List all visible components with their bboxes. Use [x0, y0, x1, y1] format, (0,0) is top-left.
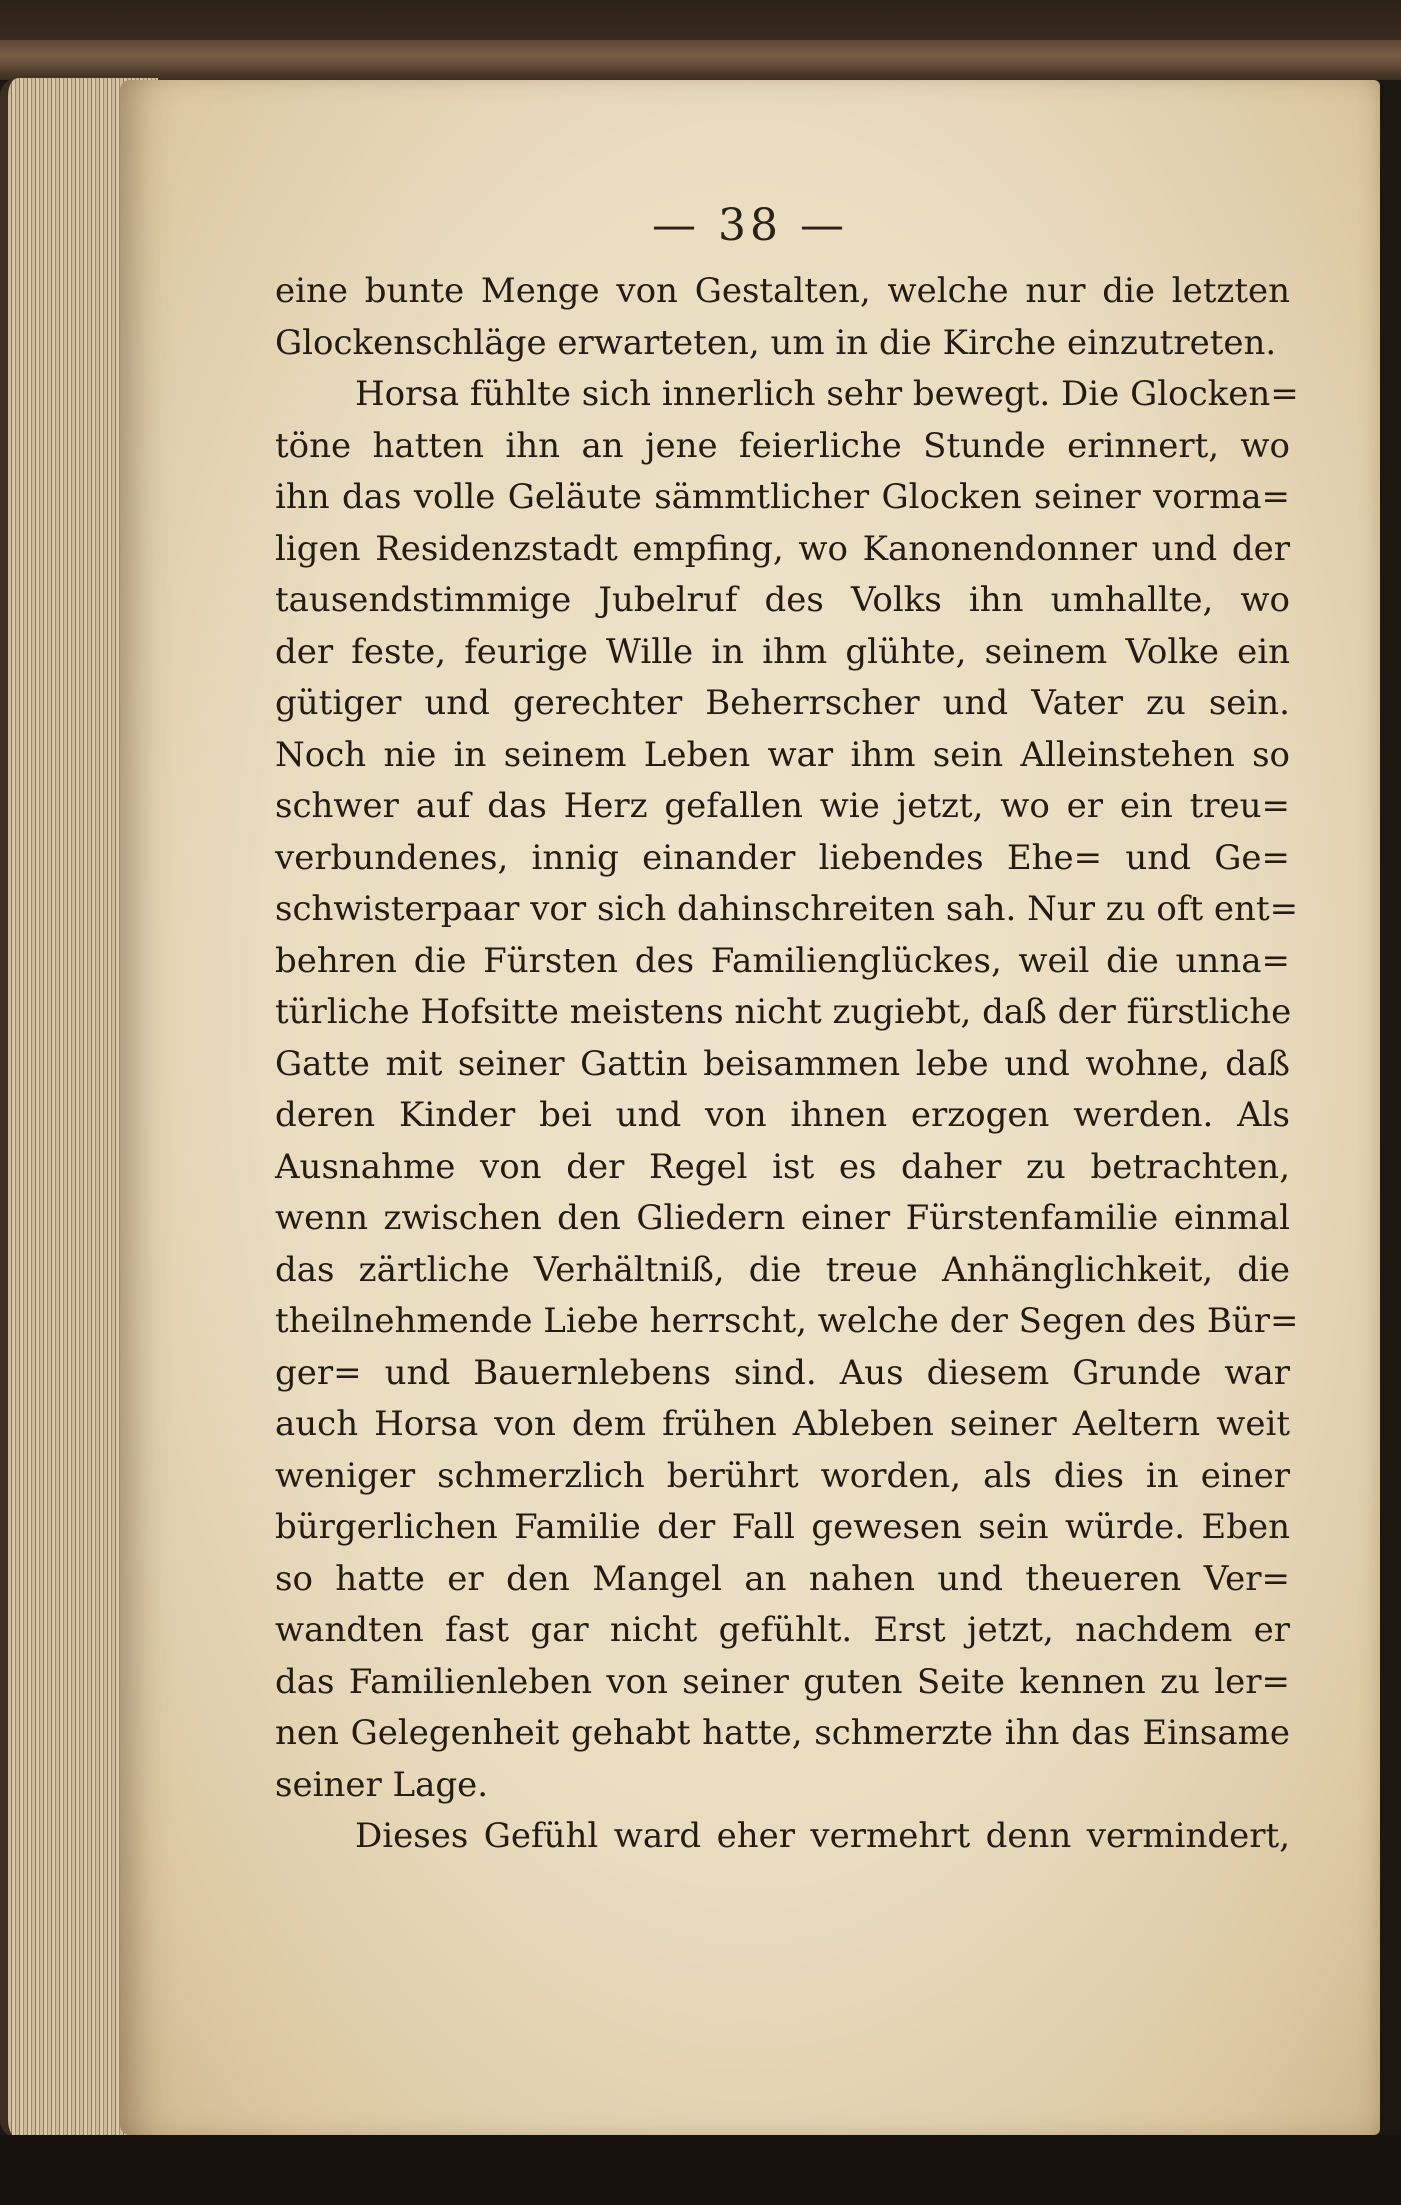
text-line: weniger schmerzlich berührt worden, als dies in einer	[275, 1455, 1290, 1496]
text-line: eine bunte Menge von Gestalten, welche nur die letzten	[275, 271, 1290, 311]
text-line: Glockenschläge erwarteten, um in die Kirche einzutreten.	[275, 322, 1277, 363]
text-line: schwer auf das Herz gefallen wie jetzt, wo er ein treu=	[275, 786, 1290, 826]
text-line: Dieses Gefühl ward eher vermehrt denn vermindert,	[355, 1816, 1290, 1856]
text-line: wenn zwischen den Gliedern einer Fürstenfamilie einmal	[275, 1198, 1290, 1238]
text-line: ihn das volle Geläute sämmtlicher Glocken seiner vorma=	[275, 477, 1290, 517]
text-line: so hatte er den Mangel an nahen und theueren Ver=	[275, 1558, 1290, 1599]
text-line: Noch nie in seinem Leben war ihm sein Alleinstehen so	[275, 734, 1290, 775]
text-line: seiner Lage.	[275, 1764, 489, 1805]
text-line: deren Kinder bei und von ihnen erzogen werden. Als	[275, 1095, 1290, 1135]
page-text-block	[275, 266, 1299, 1863]
text-line: nen Gelegenheit gehabt hatte, schmerzte ihn das Einsame	[275, 1713, 1290, 1753]
text-line: türliche Hofsitte meistens nicht zugiebt, daß der fürstliche	[275, 992, 1292, 1032]
bottom-shadow	[0, 2135, 1401, 2205]
text-line: auch Horsa von dem frühen Ableben seiner Aeltern weit	[275, 1404, 1290, 1444]
text-line: ger= und Bauernlebens sind. Aus diesem Grunde war	[275, 1352, 1290, 1393]
text-line: behren die Fürsten des Familienglückes, weil die unna=	[275, 940, 1290, 981]
text-line: verbundenes, innig einander liebendes Ehe= und Ge=	[275, 837, 1290, 878]
text-line: schwisterpaar vor sich dahinschreiten sah. Nur zu oft ent=	[275, 889, 1299, 929]
text-line: tausendstimmige Jubelruf des Volks ihn umhallte, wo	[275, 580, 1290, 620]
text-line: bürgerlichen Familie der Fall gewesen sein würde. Eben	[275, 1507, 1290, 1547]
text-line: das Familienleben von seiner guten Seite kennen zu ler=	[275, 1661, 1290, 1702]
text-line: wandten fast gar nicht gefühlt. Erst jetzt, nachdem er	[275, 1610, 1290, 1650]
text-line: theilnehmende Liebe herrscht, welche der Segen des Bür=	[275, 1301, 1299, 1341]
text-line: Ausnahme von der Regel ist es daher zu betrachten,	[275, 1146, 1290, 1187]
text-line: gütiger und gerechter Beherrscher und Vater zu sein.	[275, 683, 1290, 723]
text-line: Gatte mit seiner Gattin beisammen lebe und wohne, daß	[275, 1043, 1290, 1084]
text-line: töne hatten ihn an jene feierliche Stunde erinnert, wo	[275, 425, 1290, 466]
book-page	[120, 80, 1380, 2135]
book-cover-edge	[0, 40, 1401, 80]
text-line: ligen Residenzstadt empfing, wo Kanonendonner und der	[275, 528, 1290, 569]
text-line: der feste, feurige Wille in ihm glühte, seinem Volke ein	[275, 631, 1290, 672]
page-number: — 38 —	[652, 200, 848, 251]
text-line: Horsa fühlte sich innerlich sehr bewegt. Die Glocken=	[355, 374, 1299, 414]
text-line: das zärtliche Verhältniß, die treue Anhänglichkeit, die	[275, 1249, 1290, 1290]
